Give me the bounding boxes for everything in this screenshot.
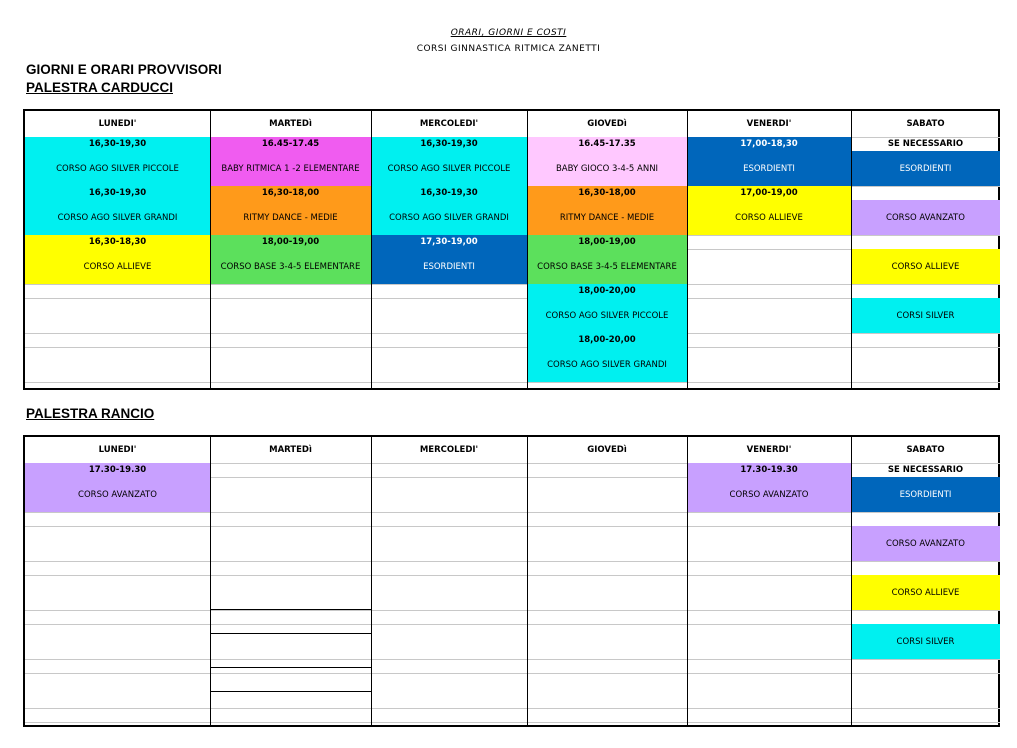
time-slot: 16,30-19,30 xyxy=(371,137,527,151)
course-label: ESORDIENTI xyxy=(687,151,851,186)
schedule-table-rancio xyxy=(23,435,1000,727)
day-header: MARTEDì xyxy=(269,119,312,129)
column-divider xyxy=(371,437,372,725)
course-label: CORSO ALLIEVE xyxy=(851,575,1000,610)
day-header: MERCOLEDI' xyxy=(419,119,479,129)
document-header-line2: CORSI GINNASTICA RITMICA ZANETTI xyxy=(416,44,601,54)
time-slot: 16.45-17.35 xyxy=(527,137,687,151)
time-slot xyxy=(851,235,1000,249)
time-slot: 17,30-19,00 xyxy=(371,235,527,249)
time-slot: 16,30-19,30 xyxy=(371,186,527,200)
course-label: CORSO AGO SILVER PICCOLE xyxy=(25,151,210,186)
time-slot: 16,30-18,30 xyxy=(25,235,210,249)
time-slot: 16.45-17.45 xyxy=(210,137,371,151)
day-header: MARTEDì xyxy=(269,445,312,455)
row-divider xyxy=(25,659,1000,660)
course-label: CORSO AGO SILVER GRANDI xyxy=(25,200,210,235)
day-header: LUNEDI' xyxy=(98,119,137,129)
time-slot: 17.30-19.30 xyxy=(687,463,851,477)
time-slot xyxy=(851,512,1000,526)
row-divider xyxy=(25,722,1000,723)
time-slot: 18,00-20,00 xyxy=(527,284,687,298)
time-slot: SE NECESSARIO xyxy=(887,139,964,149)
course-label: CORSO ALLIEVE xyxy=(25,249,210,284)
row-divider xyxy=(25,382,1000,383)
row-divider xyxy=(25,333,1000,334)
course-label: ESORDIENTI xyxy=(851,151,1000,186)
column-divider xyxy=(527,111,528,388)
column-divider xyxy=(687,111,688,388)
course-label: RITMY DANCE - MEDIE xyxy=(210,200,371,235)
day-header: VENERDI' xyxy=(746,119,792,129)
course-label: CORSO AVANZATO xyxy=(25,477,210,512)
document-header-line1: ORARI, GIORNI E COSTI xyxy=(450,28,567,38)
day-header: LUNEDI' xyxy=(98,445,137,455)
column-divider xyxy=(371,111,372,388)
row-divider xyxy=(25,673,1000,674)
day-header: SABATO xyxy=(906,445,945,455)
time-slot: 16,30-19,30 xyxy=(25,186,210,200)
time-slot: 17.30-19.30 xyxy=(25,463,210,477)
time-slot: 16,30-18,00 xyxy=(210,186,371,200)
course-label: CORSO BASE 3-4-5 ELEMENTARE xyxy=(210,249,371,284)
column-divider xyxy=(687,437,688,725)
course-label: CORSO BASE 3-4-5 ELEMENTARE xyxy=(527,249,687,284)
course-label: ESORDIENTI xyxy=(851,477,1000,512)
day-header: VENERDI' xyxy=(746,445,792,455)
course-label: ESORDIENTI xyxy=(371,249,527,284)
cell-border xyxy=(210,667,371,668)
time-slot xyxy=(851,284,1000,298)
time-slot: 17,00-19,00 xyxy=(687,186,851,200)
course-label: CORSO AVANZATO xyxy=(687,477,851,512)
course-label: CORSI SILVER xyxy=(851,298,1000,333)
column-divider xyxy=(851,437,852,725)
day-header: GIOVEDì xyxy=(587,445,627,455)
page-title: GIORNI E ORARI PROVVISORI xyxy=(26,62,222,77)
column-divider xyxy=(527,437,528,725)
course-label: CORSO AVANZATO xyxy=(851,200,1000,235)
schedule-table-carducci xyxy=(23,109,1000,390)
cell-border xyxy=(210,691,371,692)
day-header: GIOVEDì xyxy=(587,119,627,129)
column-divider xyxy=(851,111,852,388)
day-header: MERCOLEDI' xyxy=(419,445,479,455)
row-divider xyxy=(25,347,1000,348)
time-slot: 17,00-18,30 xyxy=(687,137,851,151)
cell-border xyxy=(210,609,371,610)
cell-border xyxy=(210,633,371,634)
time-slot: 16,30-19,30 xyxy=(25,137,210,151)
course-label: CORSO ALLIEVE xyxy=(687,200,851,235)
time-slot: 18,00-19,00 xyxy=(527,235,687,249)
course-label: BABY RITMICA 1 -2 ELEMENTARE xyxy=(210,151,371,186)
time-slot: 16,30-18,00 xyxy=(527,186,687,200)
section-title-rancio: PALESTRA RANCIO xyxy=(26,406,155,421)
section-title-carducci: PALESTRA CARDUCCI xyxy=(26,80,173,95)
time-slot: SE NECESSARIO xyxy=(887,465,964,475)
course-label: CORSO AGO SILVER PICCOLE xyxy=(527,298,687,333)
time-slot xyxy=(851,561,1000,575)
time-slot xyxy=(851,610,1000,624)
course-label: CORSO ALLIEVE xyxy=(851,249,1000,284)
row-divider xyxy=(25,708,1000,709)
course-label: CORSI SILVER xyxy=(851,624,1000,659)
course-label: BABY GIOCO 3-4-5 ANNI xyxy=(527,151,687,186)
course-label: CORSO AGO SILVER GRANDI xyxy=(371,200,527,235)
course-label: CORSO AGO SILVER PICCOLE xyxy=(371,151,527,186)
time-slot xyxy=(851,186,1000,200)
day-header: SABATO xyxy=(906,119,945,129)
course-label: CORSO AVANZATO xyxy=(851,526,1000,561)
time-slot: 18,00-19,00 xyxy=(210,235,371,249)
column-divider xyxy=(210,111,211,388)
time-slot: 18,00-20,00 xyxy=(527,333,687,347)
column-divider xyxy=(210,437,211,725)
course-label: RITMY DANCE - MEDIE xyxy=(527,200,687,235)
course-label: CORSO AGO SILVER GRANDI xyxy=(527,347,687,382)
